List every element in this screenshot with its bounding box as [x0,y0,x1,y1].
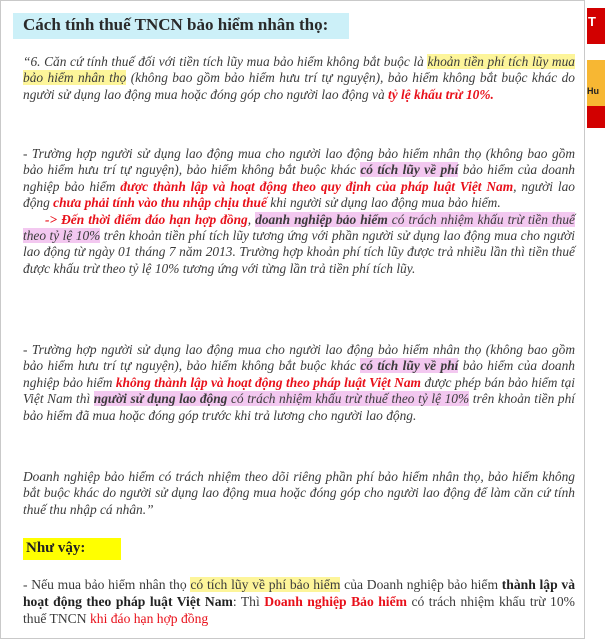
side-advertisement[interactable] [587,0,605,639]
emphasis-text: tỷ lệ khấu trừ 10%. [388,86,494,102]
highlighted-text: doanh nghiệp bảo hiểm [255,211,388,227]
highlighted-text: có trách nhiệm khấu trừ thuế theo tỷ lệ 10% [227,391,470,407]
ad-letter: T [588,14,596,29]
text-run: bảo hiểm của doanh nghiệp bảo hiểm [23,358,575,390]
emphasis-text: không thành lập và hoạt động theo pháp luật Việt Nam [115,374,421,390]
quote-paragraph-4: Doanh nghiệp bảo hiểm có trách nhiệm theo dõi riêng phần phí bảo hiểm nhân thọ, bảo hiểm không bắt buộc khác do người sử dụng lao động mua hoặc đóng góp cho người lao động để làm căn cứ tính thuế thu nhập cá nhân.” [23,469,575,517]
ad-banner-middle [587,60,605,106]
text-run: , [247,211,256,227]
text-run: bảo hiểm của doanh nghiệp bảo hiểm [23,162,575,194]
bold-text: thành lập và hoạt động theo pháp luật Việt Nam [23,577,575,609]
conclusion-heading: Như vậy: [26,540,86,556]
text-run: , người lao động [23,178,575,211]
emphasis-text: -> Đến thời điểm đáo hạn hợp đồng [45,211,248,227]
quote-paragraph-1 [23,54,575,103]
text-run: trên khoản tiền phí tích lũy tương ứng với phần người sử dụng lao động mua cho người lao động từ ngày 01 tháng 7 năm 2013. Trường hợp khoản phí tích lũy được trả nhiều lần thì tiền thuế được khấu trừ theo tỷ lệ 10% tương ứng với từng lần trả tiền phí tích lũy. [23,228,575,276]
emphasis-text: chưa phải tính vào thu nhập chịu thuế [53,195,267,211]
highlighted-text: có trách nhiệm khấu trừ tiền thuế theo tỷ lệ 10% [23,211,575,244]
emphasis-text: khi đáo hạn hợp đồng [89,611,209,626]
ad-banner-bottom [587,106,605,128]
conclusion-paragraph [23,576,575,627]
page-title: Cách tính thuế TNCN bảo hiểm nhân thọ: [23,15,329,34]
text-run: trên khoản tiền phí bảo hiểm đã mua hoặc đóng góp trước khi trả lương cho người lao động. [23,391,575,423]
text-run: : Thì [232,594,265,609]
text-run: - Nếu mua bảo hiểm nhân thọ [23,577,191,592]
emphasis-text: Doanh nghiệp Bảo hiểm [264,594,407,609]
ad-label: Hu [587,86,599,96]
quote-paragraph-2 [23,146,575,277]
text-run: “6. Căn cứ tính thuế đối với tiền tích lũy mua bảo hiểm không bắt buộc là [23,54,428,69]
emphasis-text: được thành lập và hoạt động theo quy định của pháp luật Việt Nam [120,178,514,194]
text-run: được phép bán bảo hiểm tại Việt Nam thì [23,374,575,407]
highlighted-text: khoản tiền phí tích lũy mua bảo hiểm nhân thọ [23,54,575,86]
text-run: (không bao gồm bảo hiểm hưu trí tự nguyện), bảo hiểm không bắt buộc khác do người sử dụng lao động mua hoặc đóng góp cho người lao động và [23,70,575,102]
text-run: - Trường hợp người sử dụng lao động mua cho người lao động bảo hiểm nhân thọ (không bao gồm bảo hiểm hưu trí tự nguyện), bảo hiểm không bắt buộc khác [23,342,575,374]
highlighted-text: có tích lũy về phí bảo hiểm [190,577,341,592]
text-run: có trách nhiệm khấu trừ 10% thuế TNCN [23,594,575,626]
highlighted-text: có tích lũy về phí [360,162,459,178]
text-run: của Doanh nghiệp bảo hiểm [340,577,502,592]
text-run: khi người sử dụng lao động mua bảo hiểm. [266,195,501,211]
highlighted-text: người sử dụng lao động [93,391,228,407]
highlighted-text: có tích lũy về phí [360,358,459,374]
quote-paragraph-3 [23,342,575,424]
text-run: - Trường hợp người sử dụng lao động mua cho người lao động bảo hiểm nhân thọ (không bao gồm bảo hiểm hưu trí tự nguyện), bảo hiểm không bắt buộc khác [23,146,575,178]
